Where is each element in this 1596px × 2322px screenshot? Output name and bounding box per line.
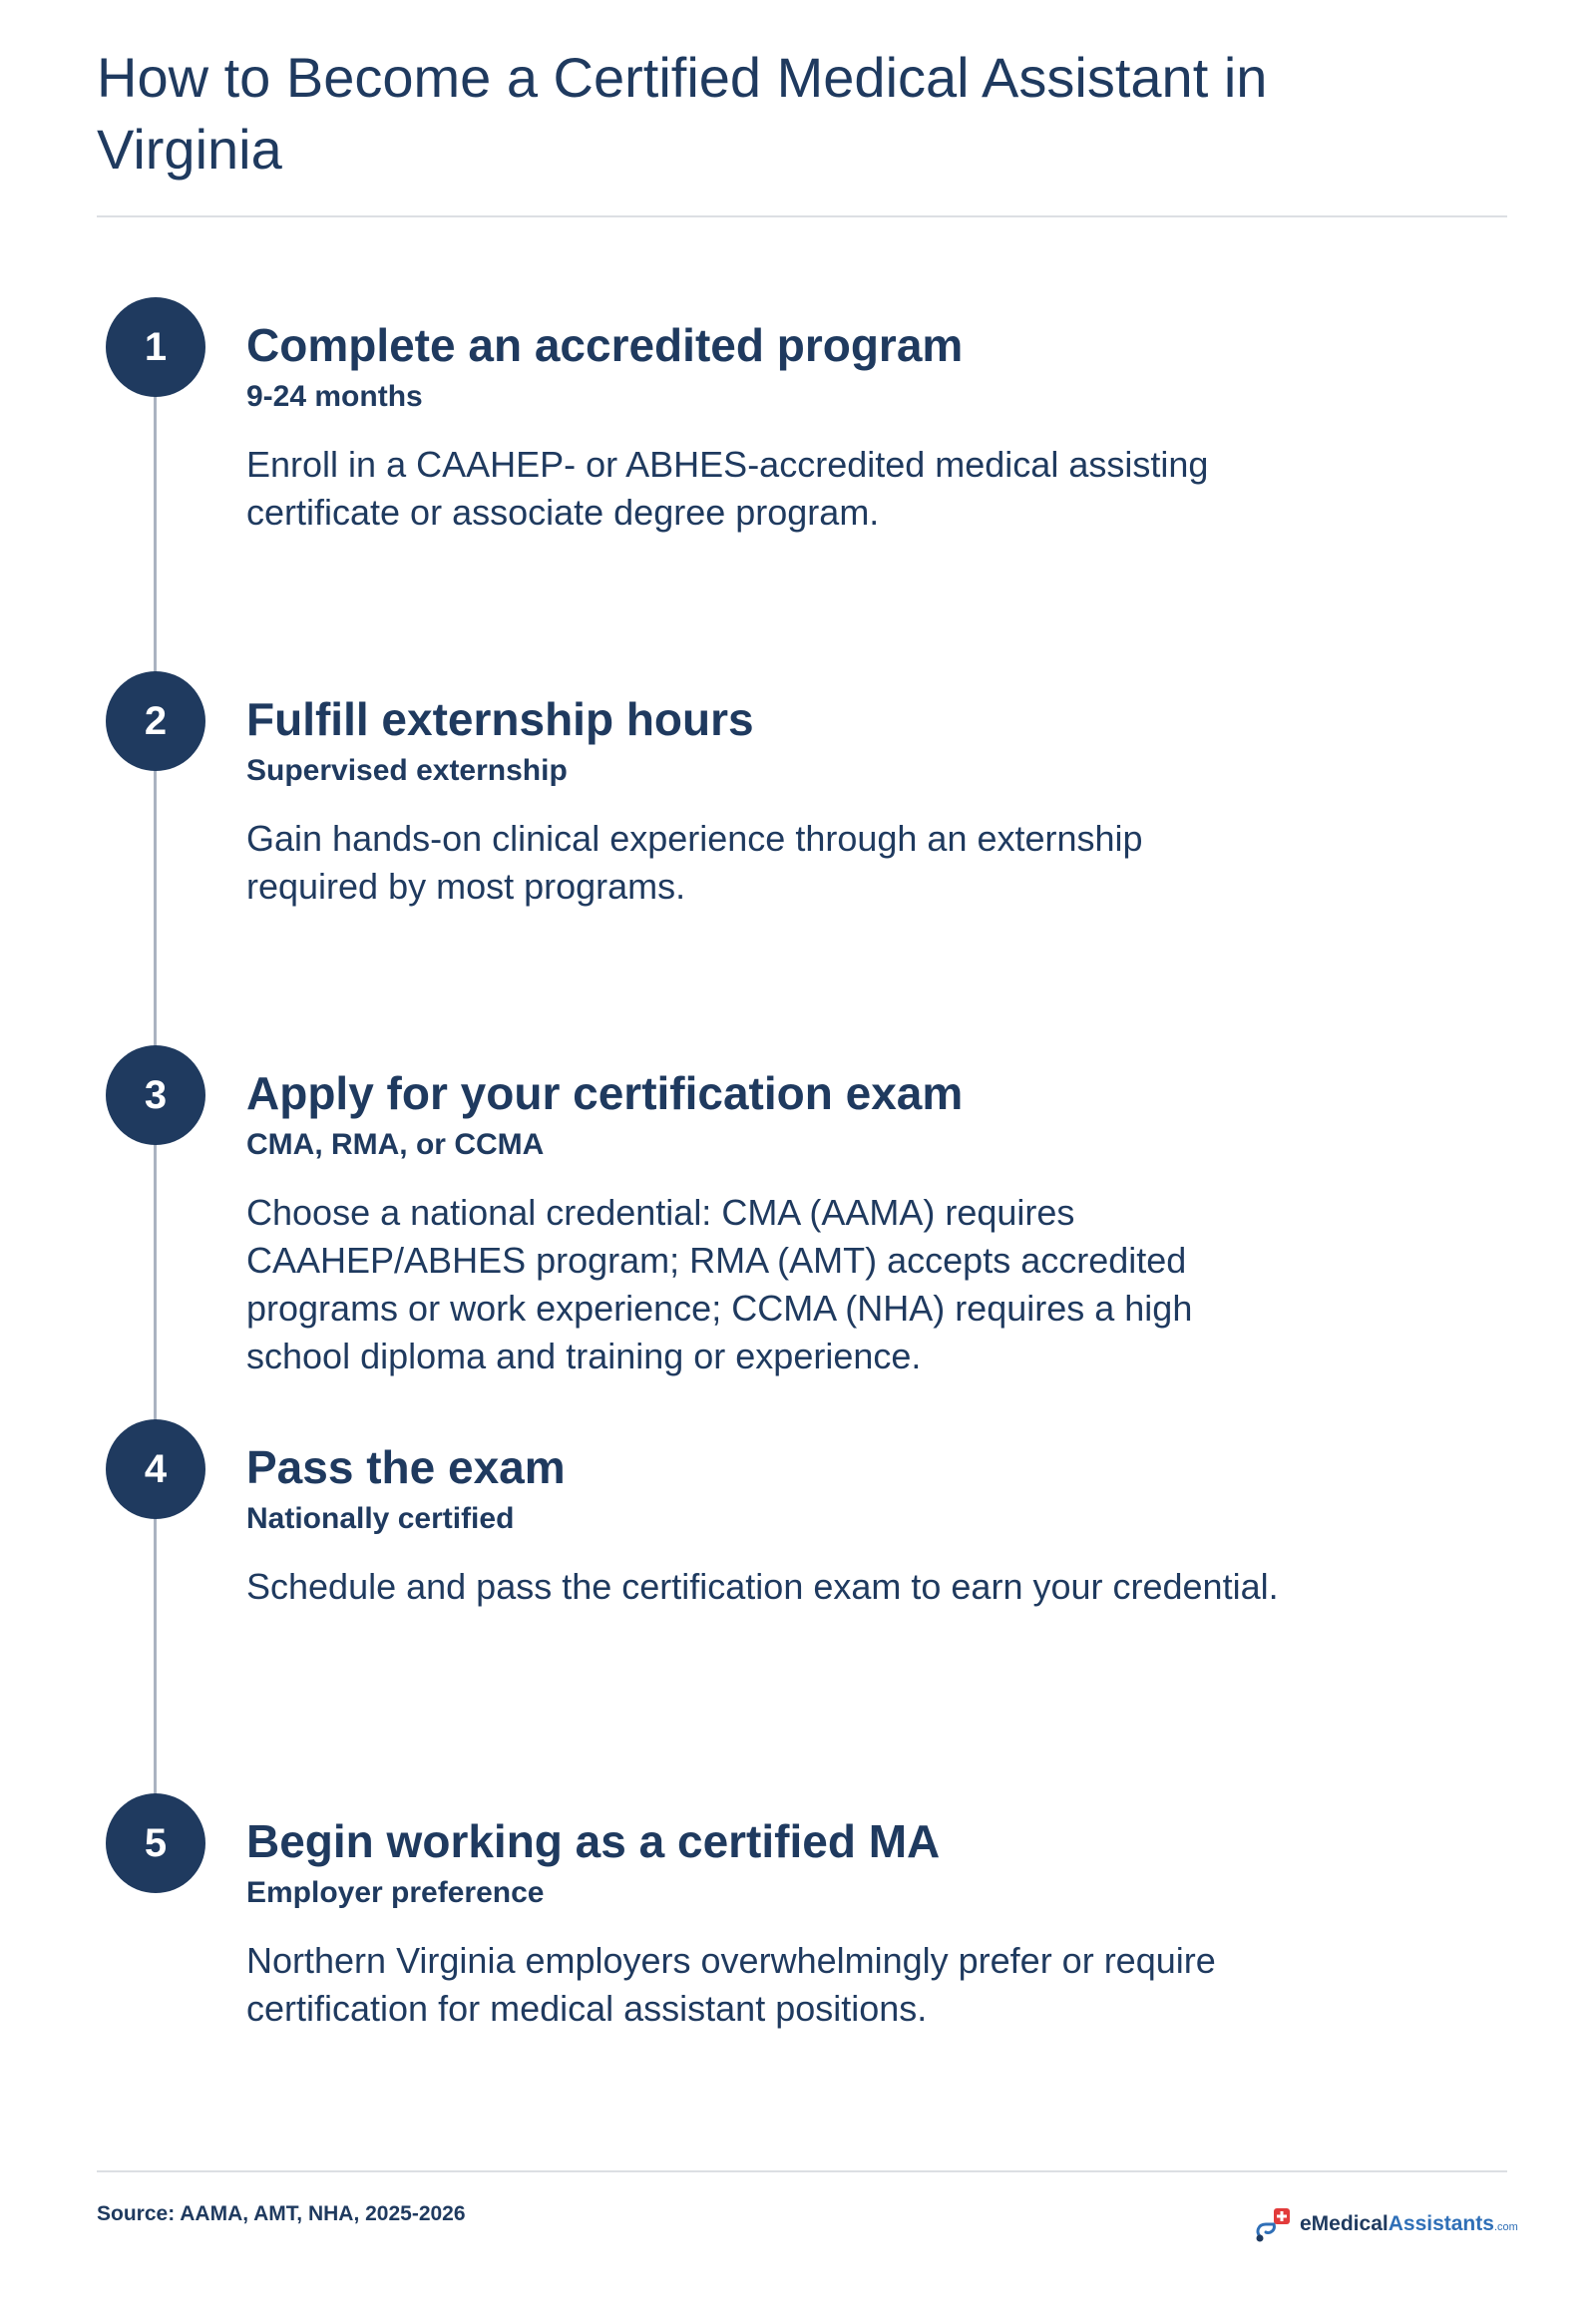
source-note: Source: AAMA, AMT, NHA, 2025-2026 xyxy=(97,2202,466,2225)
logo-wordmark: eMedicalAssistants.com xyxy=(1300,2212,1518,2235)
step-number-badge: 2 xyxy=(106,671,205,771)
step-subtitle: Nationally certified xyxy=(246,1502,515,1535)
step-subtitle: 9-24 months xyxy=(246,380,423,413)
footer-divider xyxy=(97,2170,1507,2172)
step-description: Gain hands-on clinical experience through an externship required by most programs. xyxy=(246,818,1143,907)
step-title: Complete an accredited program xyxy=(246,319,964,371)
step-title: Apply for your certification exam xyxy=(246,1067,964,1119)
header-divider xyxy=(97,215,1507,217)
step-description: Northern Virginia employers overwhelmingly prefer or require certification for medical assistant positions. xyxy=(246,1940,1216,2029)
step-title: Fulfill externship hours xyxy=(246,693,754,745)
step-subtitle: Supervised externship xyxy=(246,754,568,787)
step-number-badge: 1 xyxy=(106,297,205,397)
step-number-badge: 4 xyxy=(106,1419,205,1519)
step-number-badge: 5 xyxy=(106,1793,205,1893)
step-title: Pass the exam xyxy=(246,1441,566,1493)
page-title: How to Become a Certified Medical Assistant in Virginia xyxy=(97,46,1268,181)
step-description: Schedule and pass the certification exam to earn your credential. xyxy=(246,1566,1279,1607)
brand-logo xyxy=(1252,2202,1518,2246)
step-description: Enroll in a CAAHEP- or ABHES-accredited medical assisting certificate or associate degree program. xyxy=(246,444,1209,533)
medical-cross-stethoscope-icon xyxy=(1252,2202,1296,2246)
step-subtitle: Employer preference xyxy=(246,1876,545,1909)
step-title: Begin working as a certified MA xyxy=(246,1815,941,1867)
step-subtitle: CMA, RMA, or CCMA xyxy=(246,1128,545,1161)
step-number-badge: 3 xyxy=(106,1045,205,1145)
step-description: Choose a national credential: CMA (AAMA) requires CAAHEP/ABHES program; RMA (AMT) accepts accredited programs or work experience; CCMA (NHA) requires a high school diploma and training or experience. xyxy=(246,1192,1193,1376)
